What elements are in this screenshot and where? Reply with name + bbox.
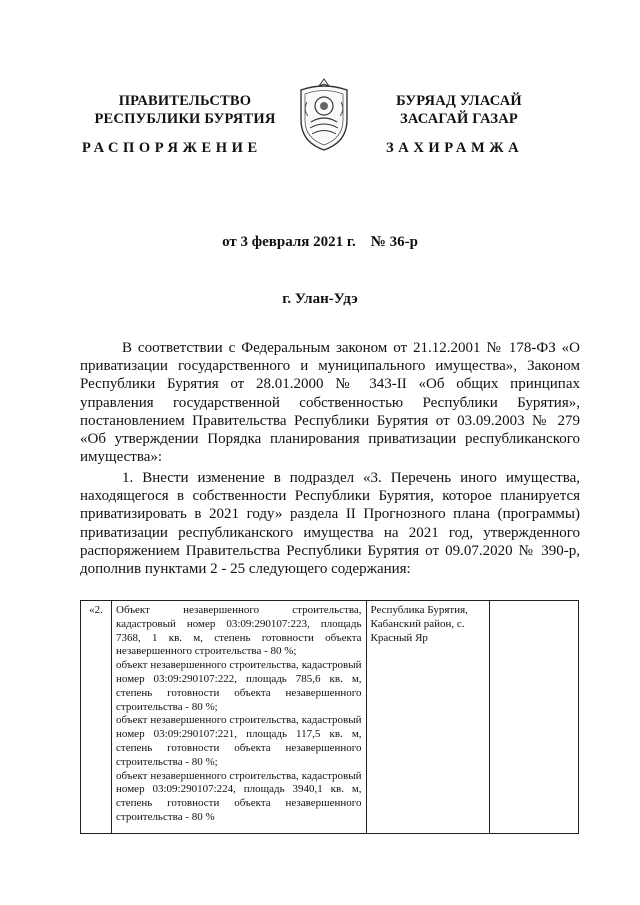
object-item: объект незавершенного строительства, кадастровый номер 03:09:290107:221, площадь 117,5 кв. м, степень готовности объекта незавершенного строительства - 80 %; [116,714,362,768]
city: г. Улан-Удэ [282,291,358,307]
date-and-number: от 3 февраля 2021 г. № 36-р [222,234,418,250]
object-description-cell [112,601,367,834]
header-left [70,92,300,128]
preamble-paragraph: В соответствии с Федеральным законом от 21.12.2001 № 178-ФЗ «О приватизации государственного и муниципального имущества», Законом Республики Бурятия от 28.01.2000 № 343-II «Об общих принципах управления государственной собственностью Республики Бурятия», постановлением Правительства Республики Бурятия от 03.09.2003 № 279 «Об утверждении Порядка планирования приватизации республиканского имущества»: [80,340,580,466]
header-right [368,92,550,128]
item-1-paragraph: 1. Внести изменение в подраздел «3. Перечень иного имущества, находящегося в собственности Республики Бурятия, которое планируется приватизировать в 2021 году» раздела II Прогнозного плана (программы) приватизации республиканского имущества на 2021 год, утвержденного распоряжением Правительства Республики Бурятия от 09.07.2020 № 390-р, дополнив пунктами 2 - 25 следующего содержания: [80,470,580,578]
header-left-line1: ПРАВИТЕЛЬСТВО [118,93,252,109]
header-right-line2: ЗАСАГАЙ ГАЗАР [400,111,518,127]
location-cell: Республика Бурятия, Кабанский район, с. Красный Яр [366,601,489,834]
doc-type-buryat: ЗАХИРАМЖА [386,140,524,156]
object-item: объект незавершенного строительства, кадастровый номер 03:09:290107:224, площадь 3940,1 кв. м, степень готовности объекта незавершенного строительства - 80 % [116,769,362,823]
header-left-line2: РЕСПУБЛИКИ БУРЯТИЯ [94,111,276,127]
row-number-cell: «2. [81,601,112,834]
header-right-line1: БУРЯАД УЛАСАЙ [396,93,522,109]
table-row [81,601,579,834]
amendment-table [80,600,579,834]
empty-cell [489,601,578,834]
coat-of-arms-emblem [293,76,355,154]
object-item: Объект незавершенного строительства, кадастровый номер 03:09:290107:223, площадь 7368, 1 кв. м, степень готовности объекта незавершенного строительства - 80 %; [116,604,362,658]
object-item: объект незавершенного строительства, кадастровый номер 03:09:290107:222, площадь 785,6 кв. м, степень готовности объекта незавершенного строительства - 80 %; [116,659,362,713]
doc-type-russian: РАСПОРЯЖЕНИЕ [82,140,262,156]
